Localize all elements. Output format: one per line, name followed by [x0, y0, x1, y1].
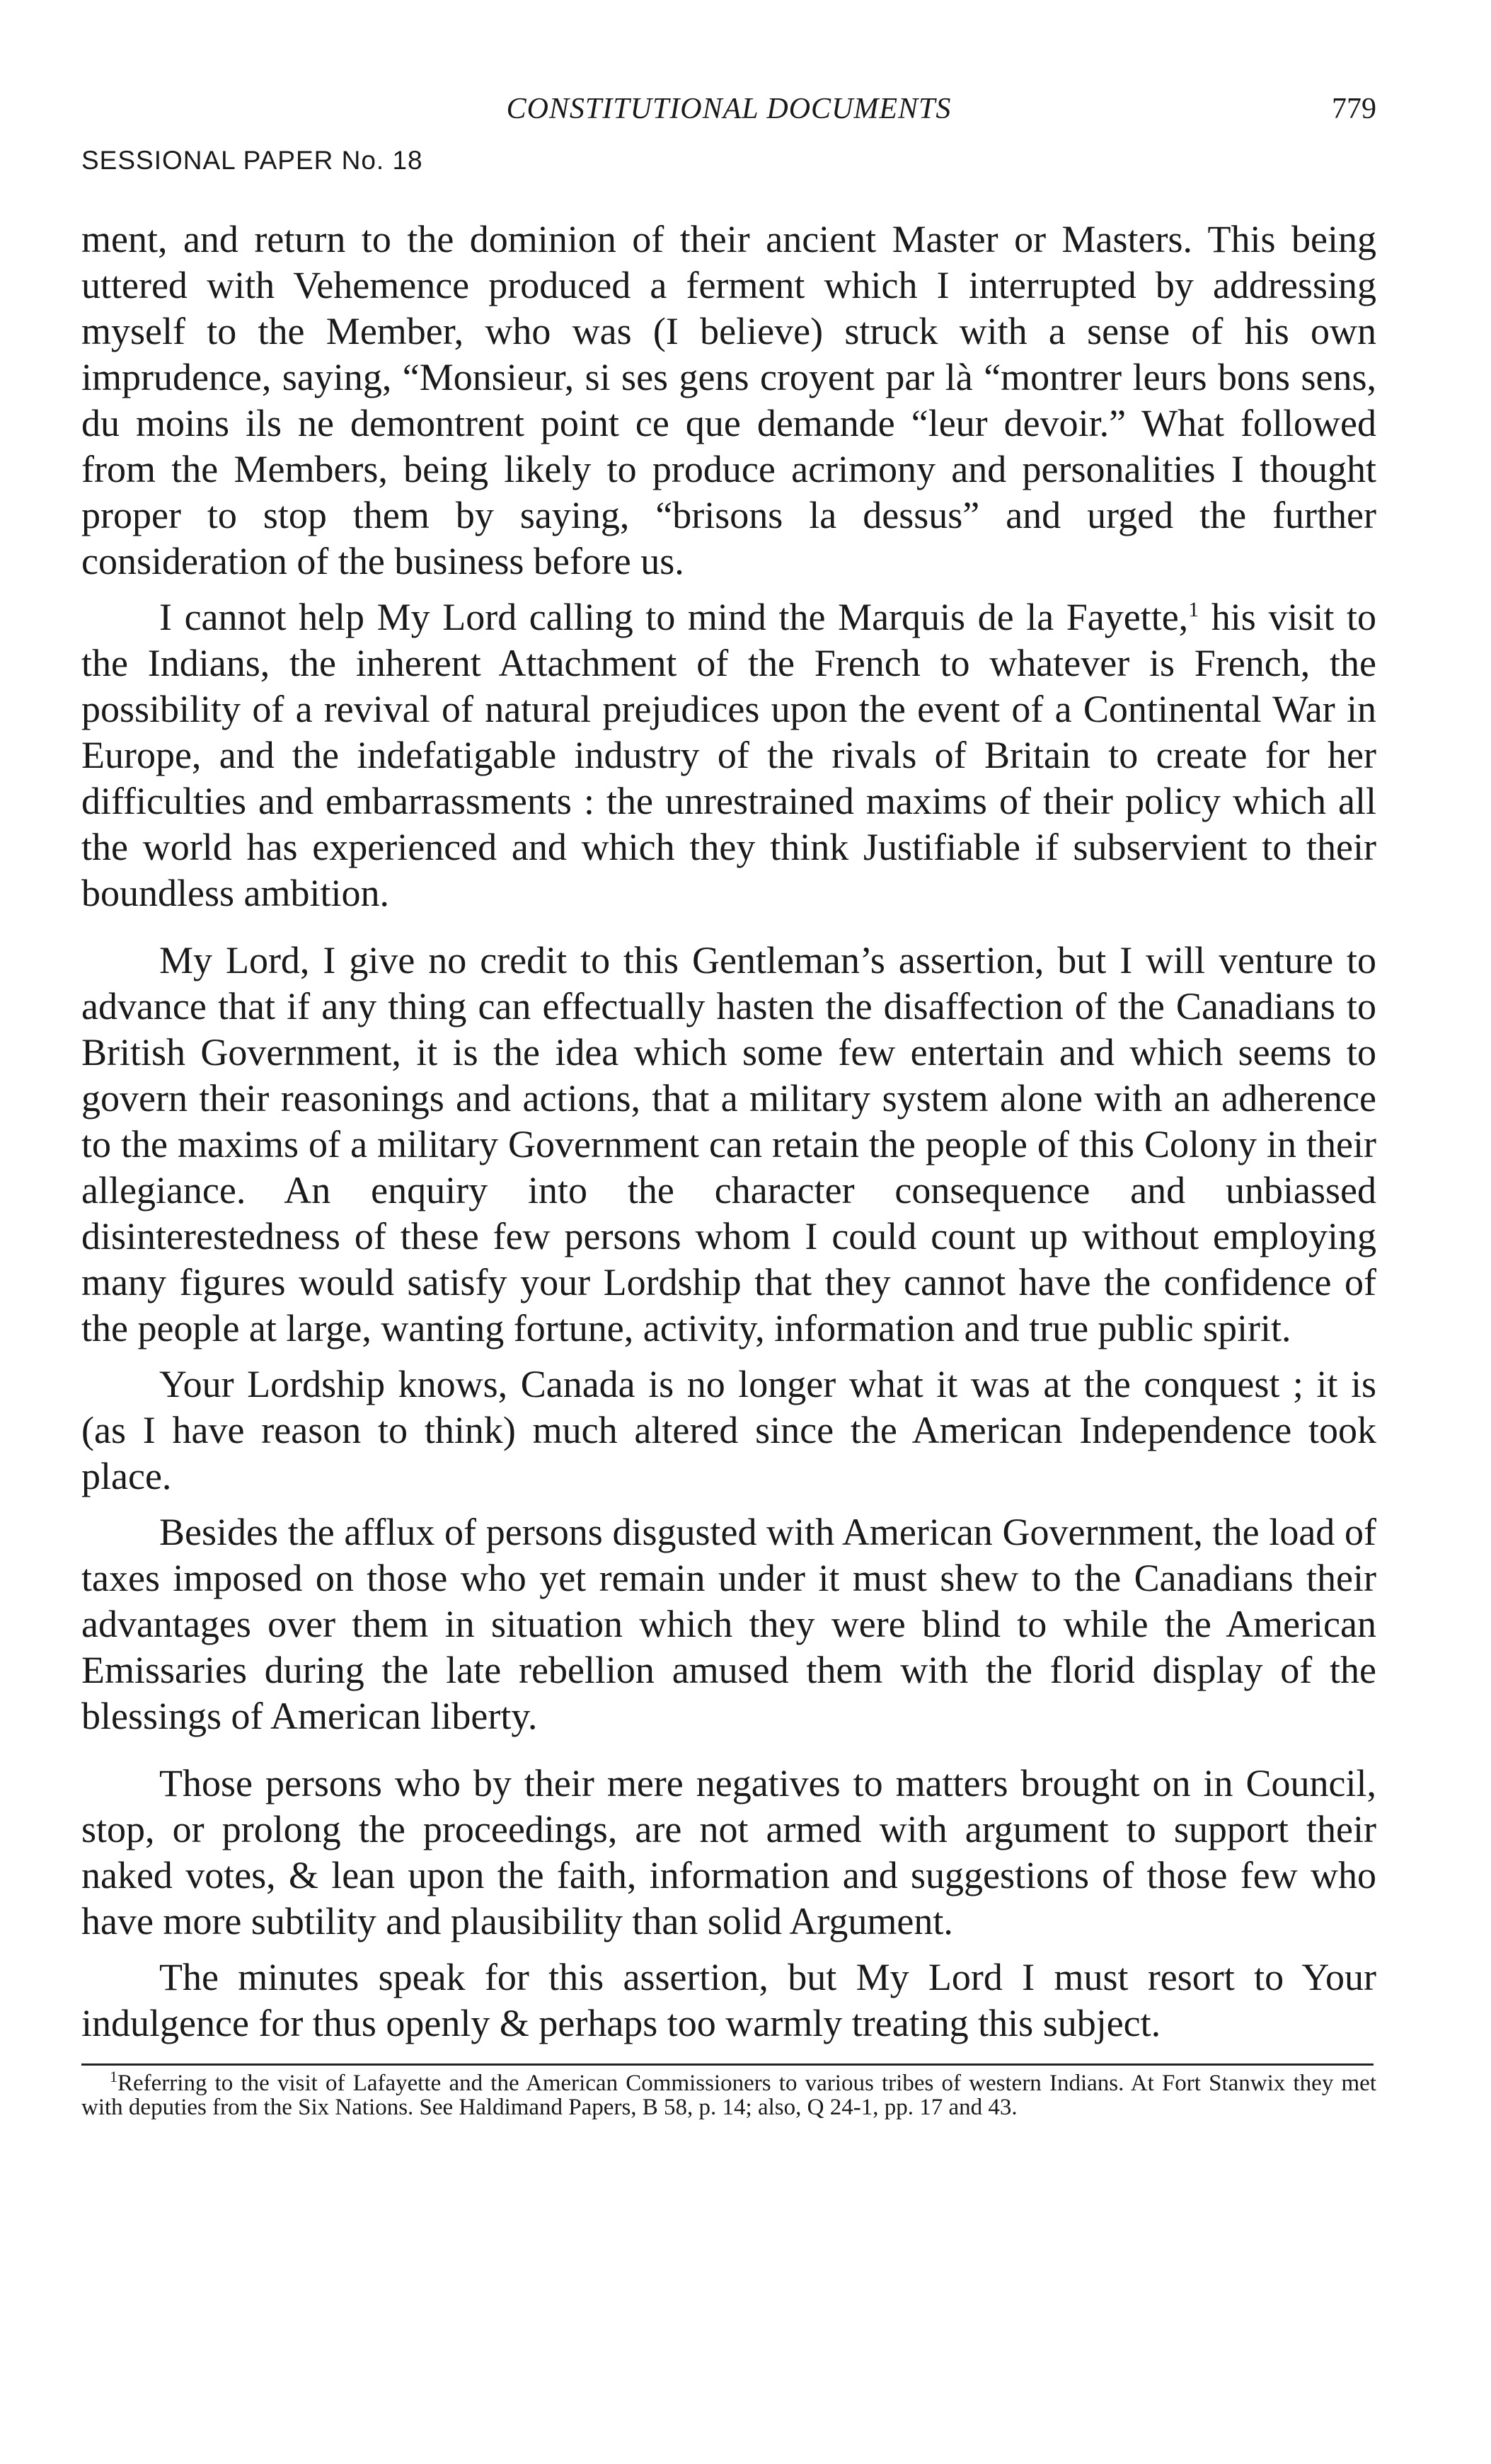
document-page	[81, 92, 1376, 2119]
paragraph: The minutes speak for this assertion, but My Lord I must resort to Your indulgence for thus openly & perhaps too warmly treating this subject.	[81, 1956, 1376, 2044]
paragraph-continued: ment, and return to the dominion of their ancient Master or Masters. This being uttered with Vehemence produced a ferment which I interrupted by addressing myself to the Member, who was (I believe) struck with a sense of his own imprudence, saying, “Monsieur, si ses gens croyent par là “montrer leurs bons sens, du moins ils ne demontrent point ce que demande “leur devoir.” What followed from the Members, being likely to produce acrimony and personalities I thought proper to stop them by saying, “brisons la dessus” and urged the further consideration of the business before us.	[81, 218, 1376, 582]
sessional-paper-label: SESSIONAL PAPER No. 18	[81, 146, 423, 175]
paragraph: My Lord, I give no credit to this Gentleman’s assertion, but I will venture to advance that if any thing can effectually hasten the disaffection of the Canadians to British Government, it is the idea which some few entertain and which seems to govern their reasonings and actions, that a military system alone with an adherence to the maxims of a military Government can retain the people of this Colony in their allegiance. An enquiry into the character consequence and unbiassed disinterestedness of these few persons whom I could count up without employing many figures would satisfy your Lordship that they cannot have the confidence of the people at large, wanting fortune, activity, information and true public spirit.	[81, 939, 1376, 1349]
page-number: 779	[1332, 93, 1376, 125]
body-text	[81, 217, 1376, 2046]
paragraph: Those persons who by their mere negatives to matters brought on in Council, stop, or prolong the proceedings, are not armed with argument to support their naked votes, & lean upon the faith, information and suggestions of those few who have more subtility and plausibility than solid Argument.	[81, 1762, 1376, 1942]
paragraph: Besides the afflux of persons disgusted with American Government, the load of taxes imposed on those who yet remain under it must shew to the Canadians their advantages over them in situation which they were blind to while the American Emissaries during the late rebellion amused them with the florid display of the blessings of American liberty.	[81, 1511, 1376, 1737]
paragraph-text: I cannot help My Lord calling to mind the Marquis de la Fayette,	[159, 596, 1189, 638]
running-title: CONSTITUTIONAL DOCUMENTS	[506, 93, 952, 125]
footnote-text: Referring to the visit of Lafayette and the American Commissioners to various tribes of western Indians. At Fort Stanwix they met with deputies from the Six Nations. See Haldimand Papers, B 58, p. 14; also, Q 24-1, pp. 17 and 43.	[81, 2071, 1376, 2120]
paragraph: Your Lordship knows, Canada is no longer what it was at the conquest ; it is (as I have reason to think) much altered since the American Independence took place.	[81, 1363, 1376, 1497]
footnote-divider	[81, 2063, 1374, 2066]
footnote-mark: 1	[110, 2068, 117, 2085]
running-header	[81, 92, 1376, 142]
paragraph-text: his visit to the Indians, the inherent Attachment of the French to whatever is French, the possibility of a revival of natural prejudices upon the event of a Continental War in Europe, and the indefatigable industry of the rivals of Britain to create for her difficulties and embarrassments : the unrestrained maxims of their policy which all the world has experienced and which they think Justifiable if subservient to their boundless ambition.	[81, 596, 1376, 914]
paragraph	[81, 594, 1376, 916]
footnote	[81, 2068, 1376, 2120]
footnote-reference: 1	[1188, 598, 1199, 621]
